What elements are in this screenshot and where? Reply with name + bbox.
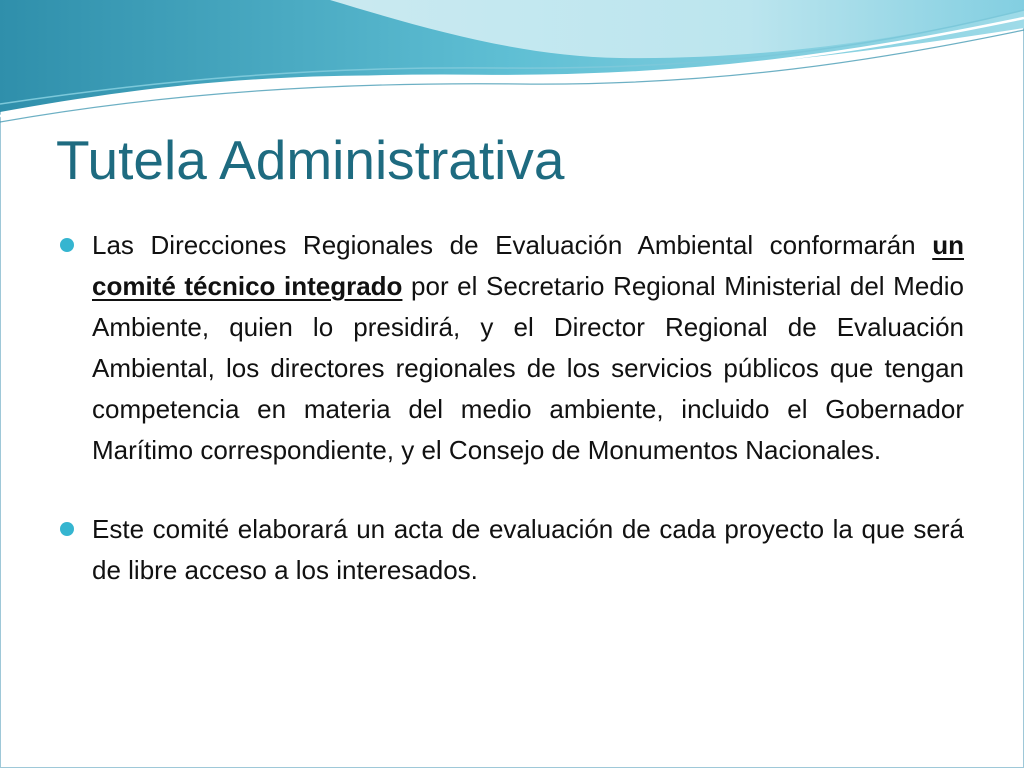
bullet-1-text-after: por el Secretario Regional Ministerial del Medio Ambiente, quien lo presidirá, y el Director Regional de Evaluación Ambiental, los directores regionales de los servicios públicos que tengan competencia en materia del medio ambiente, incluido el Gobernador Marítimo correspondiente, y el Consejo de Monumentos Nacionales.	[92, 271, 964, 465]
header-wave-decoration	[0, 0, 1024, 130]
bullet-icon	[60, 522, 74, 536]
bullet-item-2	[60, 509, 964, 591]
bullet-2-text: Este comité elaborará un acta de evaluación de cada proyecto la que será de libre acceso a los interesados.	[92, 514, 964, 585]
bullet-icon	[60, 238, 74, 252]
slide-title: Tutela Administrativa	[56, 129, 565, 191]
bullet-1-text-before: Las Direcciones Regionales de Evaluación Ambiental conformarán	[92, 230, 933, 260]
bullet-list	[60, 225, 964, 591]
bullet-item-1	[60, 225, 964, 471]
bullet-1-emphasis: un comité técnico integrado	[92, 230, 964, 301]
